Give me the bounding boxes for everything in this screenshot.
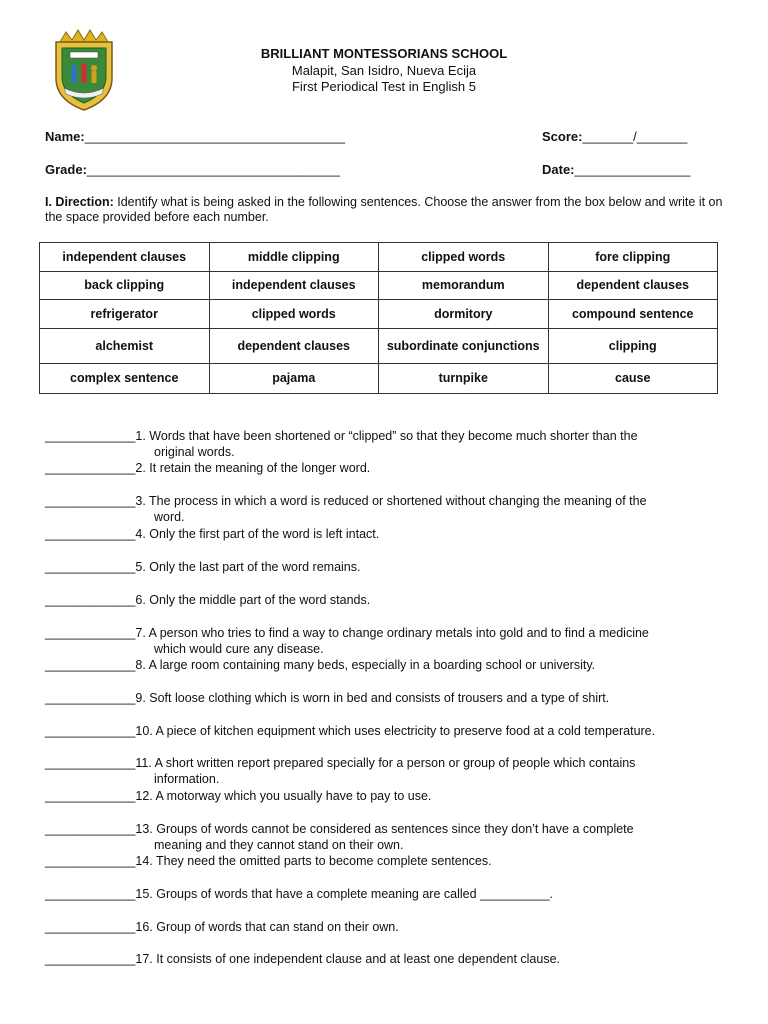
answer-blank[interactable]: _____________ (45, 461, 136, 475)
question-text: 5. Only the last part of the word remains. (135, 560, 361, 574)
date-field[interactable] (542, 162, 690, 177)
school-name: BRILLIANT MONTESSORIANS SCHOOL (260, 46, 508, 61)
answer-box (39, 242, 718, 394)
answer-blank[interactable]: _____________ (45, 527, 136, 541)
answer-cell: independent clauses (209, 272, 379, 300)
question-text-cont: word. (154, 510, 185, 524)
date-label: Date: (542, 162, 575, 177)
direction-label: I. Direction: (45, 195, 114, 209)
answer-blank[interactable]: _____________ (45, 789, 136, 803)
question-item (45, 428, 745, 460)
answer-blank[interactable]: _____________ (45, 593, 136, 607)
question-text: 11. A short written report prepared specially for a person or group of people which contains (135, 756, 636, 770)
question-item (45, 690, 745, 706)
score-label: Score: (542, 129, 583, 144)
question-item (45, 821, 745, 853)
answer-blank[interactable]: _____________ (45, 756, 136, 770)
direction-text (45, 195, 725, 225)
question-item (45, 853, 745, 869)
question-item (45, 951, 745, 967)
answer-cell: complex sentence (40, 364, 210, 394)
question-item (45, 788, 745, 804)
grade-line: ___________________________________ (86, 162, 340, 177)
question-text: 10. A piece of kitchen equipment which uses electricity to preserve food at a cold temperature. (135, 724, 656, 738)
answer-cell: middle clipping (209, 243, 379, 272)
question-item (45, 493, 745, 525)
question-text-cont: which would cure any disease. (154, 642, 324, 656)
question-item (45, 657, 745, 673)
answer-cell: turnpike (379, 364, 549, 394)
answer-blank[interactable]: _____________ (45, 494, 136, 508)
answer-cell: clipped words (209, 300, 379, 329)
answer-cell: alchemist (40, 329, 210, 364)
answer-blank[interactable]: _____________ (45, 560, 136, 574)
question-text: 13. Groups of words cannot be considered as sentences since they don’t have a complete (135, 822, 634, 836)
question-text: 4. Only the first part of the word is left intact. (135, 527, 380, 541)
answer-cell: cause (548, 364, 718, 394)
answer-blank[interactable]: _____________ (45, 691, 136, 705)
question-text: 17. It consists of one independent clause and at least one dependent clause. (135, 952, 560, 966)
answer-cell: pajama (209, 364, 379, 394)
question-item (45, 886, 745, 902)
answer-cell: clipping (548, 329, 718, 364)
question-text: 6. Only the middle part of the word stands. (135, 593, 371, 607)
answer-blank[interactable]: _____________ (45, 822, 136, 836)
answer-row (40, 329, 718, 364)
question-text: 3. The process in which a word is reduced or shortened without changing the meaning of the (135, 494, 647, 508)
question-text: 14. They need the omitted parts to become complete sentences. (135, 854, 492, 868)
score-line: _______/_______ (582, 129, 688, 144)
question-text-cont: information. (154, 772, 220, 786)
question-text-cont: meaning and they cannot stand on their own. (154, 838, 404, 852)
answer-cell: independent clauses (40, 243, 210, 272)
answer-cell: compound sentence (548, 300, 718, 329)
question-text: 15. Groups of words that have a complete meaning are called __________. (135, 887, 554, 901)
answer-blank[interactable]: _____________ (45, 626, 136, 640)
question-text: 9. Soft loose clothing which is worn in bed and consists of trousers and a type of shirt. (135, 691, 610, 705)
answer-blank[interactable]: _____________ (45, 920, 136, 934)
name-field[interactable] (45, 129, 345, 144)
question-item (45, 919, 745, 935)
answer-cell: fore clipping (548, 243, 718, 272)
answer-cell: memorandum (379, 272, 549, 300)
score-field[interactable] (542, 129, 687, 144)
answer-blank[interactable]: _____________ (45, 854, 136, 868)
answer-row (40, 300, 718, 329)
question-text: 16. Group of words that can stand on their own. (135, 920, 399, 934)
answer-cell: dormitory (379, 300, 549, 329)
question-item (45, 625, 745, 657)
answer-blank[interactable]: _____________ (45, 887, 136, 901)
question-item (45, 526, 745, 542)
question-text: 1. Words that have been shortened or “clipped” so that they become much shorter than the (135, 429, 638, 443)
answer-cell: dependent clauses (548, 272, 718, 300)
question-text: 12. A motorway which you usually have to pay to use. (135, 789, 432, 803)
test-title: First Periodical Test in English 5 (291, 79, 476, 94)
school-address: Malapit, San Isidro, Nueva Ecija (291, 63, 477, 78)
question-item (45, 723, 745, 739)
direction-body: Identify what is being asked in the following sentences. Choose the answer from the box below and write it on the space provided before each number. (45, 195, 723, 224)
name-label: Name: (45, 129, 85, 144)
question-text: 8. A large room containing many beds, especially in a boarding school or university. (135, 658, 596, 672)
answer-row (40, 364, 718, 394)
question-item (45, 592, 745, 608)
answer-blank[interactable]: _____________ (45, 952, 136, 966)
answer-blank[interactable]: _____________ (45, 658, 136, 672)
answer-cell: dependent clauses (209, 329, 379, 364)
answer-row (40, 272, 718, 300)
question-item (45, 460, 745, 476)
question-text: 2. It retain the meaning of the longer word. (135, 461, 371, 475)
answer-blank[interactable]: _____________ (45, 724, 136, 738)
answer-cell: clipped words (379, 243, 549, 272)
answer-cell: back clipping (40, 272, 210, 300)
question-text-cont: original words. (154, 445, 235, 459)
name-line: ____________________________________ (84, 129, 346, 144)
date-line: ________________ (574, 162, 691, 177)
question-item (45, 755, 745, 787)
answer-row (40, 243, 718, 272)
question-item (45, 559, 745, 575)
answer-blank[interactable]: _____________ (45, 429, 136, 443)
answer-cell: subordinate conjunctions (379, 329, 549, 364)
question-text: 7. A person who tries to find a way to change ordinary metals into gold and to find a medicine (135, 626, 649, 640)
grade-field[interactable] (45, 162, 340, 177)
answer-cell: refrigerator (40, 300, 210, 329)
grade-label: Grade: (45, 162, 87, 177)
